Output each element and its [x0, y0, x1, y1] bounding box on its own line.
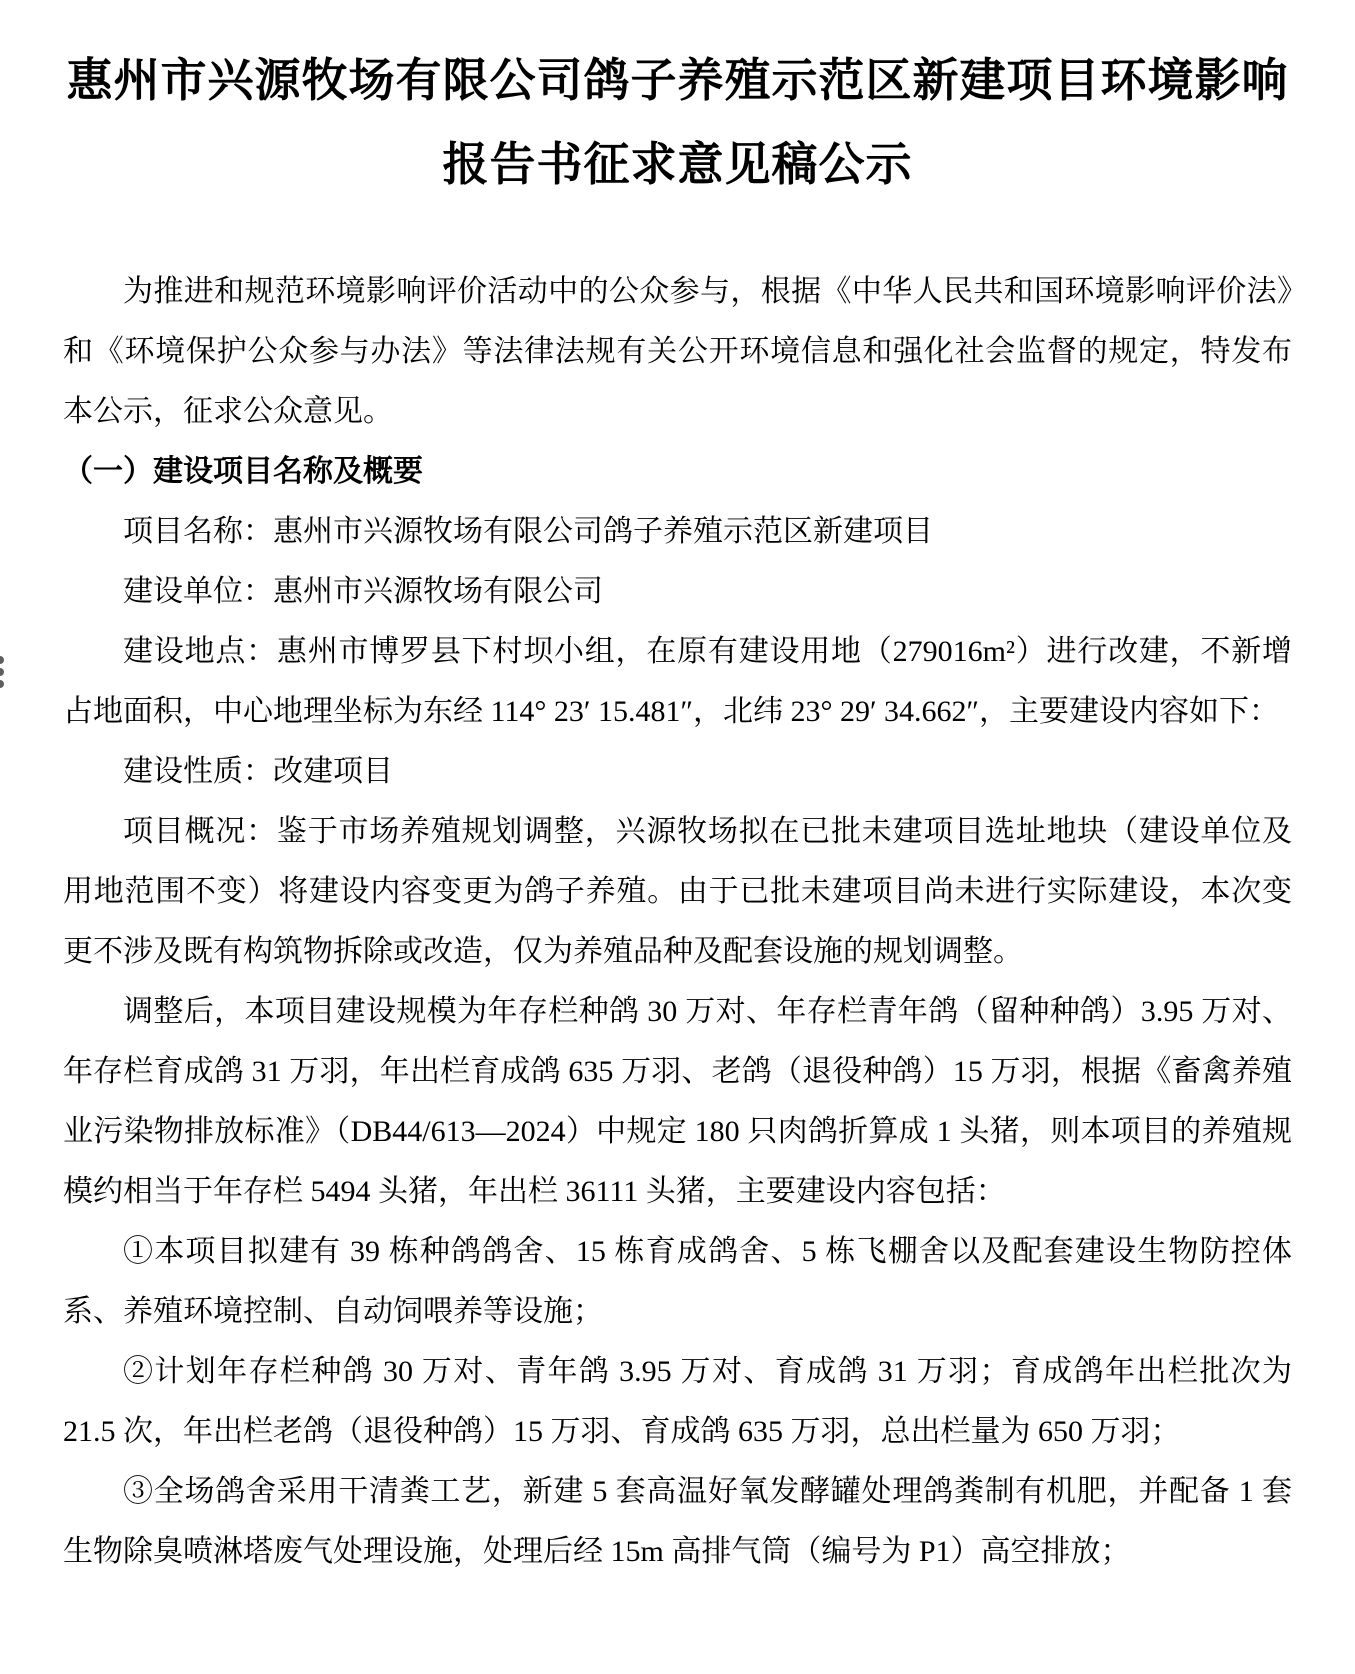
construction-item-3-paragraph: ③全场鸽舍采用干清粪工艺，新建 5 套高温好氧发酵罐处理鸽粪制有机肥，并配备 1 套生物除臭喷淋塔废气处理设施，处理后经 15m 高排气筒（编号为 P1）高空排放； [63, 1475, 1292, 1568]
construction-item-2-paragraph: ②计划年存栏种鸽 30 万对、青年鸽 3.95 万对、育成鸽 31 万羽；育成鸽年出栏批次为 21.5 次，年出栏老鸽（退役种鸽）15 万羽、育成鸽 635 万羽，总出栏量为 650 万羽； [63, 1355, 1292, 1448]
document-title-line-1: 惠州市兴源牧场有限公司鸽子养殖示范区新建项目环境影响 [66, 54, 1289, 106]
intro-paragraph: 为推进和规范环境影响评价活动中的公众参与，根据《中华人民共和国环境影响评价法》和《环境保护公众参与办法》等法律法规有关公开环境信息和强化社会监督的规定，特发布本公示，征求公众意见。 [63, 275, 1292, 428]
document-title-line-2: 报告书征求意见稿公示 [442, 138, 913, 190]
drag-dot-icon [0, 656, 4, 664]
project-scale-paragraph: 调整后，本项目建设规模为年存栏种鸽 30 万对、年存栏青年鸽（留种种鸽）3.95 万对、年存栏育成鸽 31 万羽，年出栏育成鸽 635 万羽、老鸽（退役种鸽）15 万羽，根据《畜禽养殖业污染物排放标准》（DB44/613—2024）中规定 180 只肉鸽折算成 1 头猪，则本项目的养殖规模约相当于年存栏 5494 头猪，年出栏 36111 头猪，主要建设内容包括： [63, 995, 1292, 1208]
drag-dot-icon [0, 668, 4, 676]
project-name-paragraph: 项目名称：惠州市兴源牧场有限公司鸽子养殖示范区新建项目 [123, 515, 933, 548]
construction-item-1-paragraph: ①本项目拟建有 39 栋种鸽鸽舍、15 栋育成鸽舍、5 栋飞棚舍以及配套建设生物防控体系、养殖环境控制、自动饲喂养等设施； [63, 1235, 1292, 1328]
construction-unit-paragraph: 建设单位：惠州市兴源牧场有限公司 [123, 575, 603, 608]
construction-nature-paragraph: 建设性质：改建项目 [123, 755, 393, 788]
document-title [63, 38, 1292, 206]
section1-heading: （一）建设项目名称及概要 [63, 455, 423, 488]
drag-dot-icon [0, 680, 4, 688]
project-overview-paragraph: 项目概况：鉴于市场养殖规划调整，兴源牧场拟在已批未建项目选址地块（建设单位及用地范围不变）将建设内容变更为鸽子养殖。由于已批未建项目尚未进行实际建设，本次变更不涉及既有构筑物拆除或改造，仅为养殖品种及配套设施的规划调整。 [63, 815, 1292, 968]
construction-site-paragraph: 建设地点：惠州市博罗县下村坝小组，在原有建设用地（279016m²）进行改建，不新增占地面积，中心地理坐标为东经 114° 23′ 15.481″，北纬 23° 29′ 34.662″，主要建设内容如下： [63, 635, 1292, 728]
left-edge-drag-handle-dots[interactable] [0, 656, 6, 692]
